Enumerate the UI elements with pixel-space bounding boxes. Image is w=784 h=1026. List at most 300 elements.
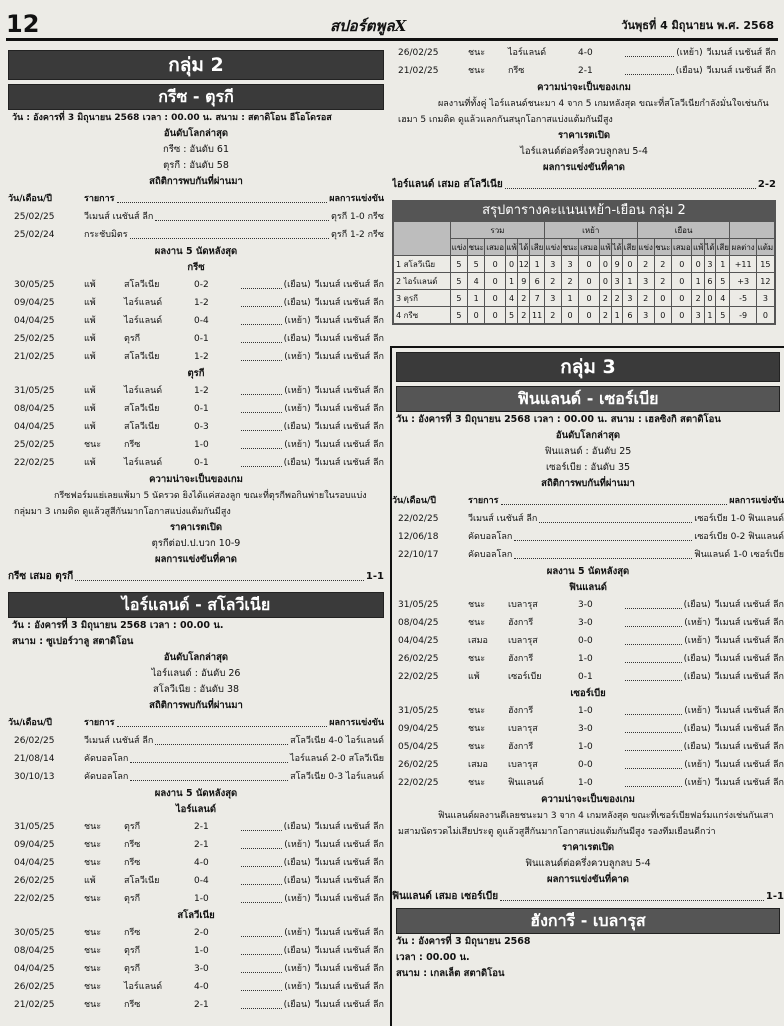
form-row (8, 330, 384, 348)
score: 1-0 (578, 778, 593, 788)
score: 0-2 (194, 280, 209, 290)
venue: (เยือน) (675, 66, 703, 76)
match-title-hungary-belarus: ฮังการี - เบลารุส (396, 908, 780, 934)
blank-cell (730, 222, 775, 239)
match-date: 25/02/25 (14, 212, 55, 222)
col-date-header: วัน/เดือน/ปี (8, 718, 52, 728)
stat-cell: 7 (530, 290, 544, 307)
form-row (8, 436, 384, 454)
form-row (8, 454, 384, 472)
match-date: 04/04/25 (14, 316, 55, 326)
competition: วีเมนส์ เนชันส์ ลีก (714, 724, 784, 734)
stat-cell: 2 (544, 273, 561, 290)
team-cell: 3 ตุรกี (394, 290, 451, 307)
leader-dots (625, 632, 682, 645)
match-date: 09/04/25 (14, 840, 55, 850)
match-date: 04/04/25 (14, 422, 55, 432)
stat-cell: 3 (692, 307, 704, 324)
competition: วีเมนส์ เนชันส์ ลีก (714, 742, 784, 752)
match-result: ไอร์แลนด์ 2-0 สโลวีเนีย (290, 754, 384, 764)
opponent: สโลวีเนีย (124, 280, 160, 290)
match-outcome: ชนะ (84, 894, 102, 904)
venue: (เยือน) (283, 858, 311, 868)
match-date: 25/02/25 (14, 334, 55, 344)
form-row (8, 978, 384, 996)
competition: วีเมนส์ เนชันส์ ลีก (314, 440, 384, 450)
form-row (8, 960, 384, 978)
match-outcome: เสมอ (468, 760, 488, 770)
h2h-row (392, 528, 784, 546)
match-outcome: ชนะ (468, 48, 486, 58)
match-outcome: แพ้ (84, 298, 96, 308)
prediction-heading: ผลการแข่งขันที่คาด (547, 874, 629, 885)
competition: วีเมนส์ เนชันส์ ลีก (314, 386, 384, 396)
form-row (8, 996, 384, 1014)
leader-dots (241, 942, 282, 955)
form-row (8, 400, 384, 418)
stat-cell: 1 (692, 273, 704, 290)
form-row (392, 668, 784, 686)
score: 3-0 (578, 600, 593, 610)
stat-cell: 2 (518, 290, 530, 307)
opponent: ตุรกี (124, 822, 141, 832)
competition: วีเมนส์ เนชันส์ ลีก (314, 858, 384, 868)
venue: (เยือน) (283, 334, 311, 344)
stat-cell: 3 (561, 256, 579, 273)
opponent: ตุรกี (124, 946, 141, 956)
stat-cell: 0 (672, 273, 692, 290)
page-header (0, 0, 784, 46)
match-info: วัน : อังคารที่ 3 มิถุนายน 2568 เวลา : 00.00 น. (12, 620, 224, 631)
score: 4-0 (578, 48, 593, 58)
competition: วีเมนส์ เนชันส์ ลีก (714, 706, 784, 716)
stat-cell: 0 (672, 290, 692, 307)
leader-dots (241, 348, 282, 361)
opponent: ไอร์แลนด์ (124, 386, 163, 396)
match-result: เซอร์เบีย 1-0 ฟินแลนด์ (694, 514, 784, 524)
prediction-heading: ผลการแข่งขันที่คาด (543, 162, 625, 173)
match-outcome: ชนะ (468, 66, 486, 76)
leader-dots (539, 510, 692, 523)
match-venue: สนาม : เกลเล็ต สตาดิโอน (396, 968, 505, 979)
opponent: สโลวีเนีย (124, 352, 160, 362)
match-date: 04/04/25 (14, 964, 55, 974)
standings-row (394, 273, 775, 290)
opponent: ตุรกี (124, 334, 141, 344)
col-date-header: วัน/เดือน/ปี (8, 194, 52, 204)
form-row (392, 702, 784, 720)
match-outcome: แพ้ (84, 316, 96, 326)
score: 2-1 (194, 840, 209, 850)
match-date: 04/04/25 (14, 858, 55, 868)
venue: (เหย้า) (284, 386, 311, 396)
possibility-text: ฟินแลนด์ผลงานดีเลยชนะมา 3 จาก 4 เกมหลังสุด ขณะที่เซอร์เบียฟอร์มแกร่งเช่นกันเสามสามนัดรวดไม่เสียประตู ดูแล้วสูสีกันมากโอกาสแบ่งแต้มกันมีสูง รองทีมเยือนดีกว่า (398, 811, 774, 837)
venue: (เหย้า) (684, 760, 711, 770)
prediction-score: 2-2 (757, 179, 776, 190)
standings-row (394, 307, 775, 324)
match-result: สโลวีเนีย 4-0 ไอร์แลนด์ (290, 736, 384, 746)
score: 1-0 (194, 894, 209, 904)
stat-cell: 3 (704, 256, 715, 273)
form-heading: ผลงาน 5 นัดหลังสุด (154, 246, 238, 257)
stat-cell: 6 (704, 273, 715, 290)
score: 2-1 (194, 1000, 209, 1010)
score: 2-1 (194, 822, 209, 832)
match-date: 09/04/25 (398, 724, 439, 734)
match-date: 22/10/17 (398, 550, 439, 560)
match-result: ฟินแลนด์ 1-0 เซอร์เบีย (694, 550, 784, 560)
stat-cell: 3 (612, 273, 623, 290)
match-date: 31/05/25 (398, 600, 439, 610)
goal-diff-cell: +11 (730, 256, 756, 273)
leader-dots (155, 732, 288, 745)
competition: วีเมนส์ เนชันส์ ลีก (706, 66, 776, 76)
match-date: 25/02/25 (14, 440, 55, 450)
form-row (392, 44, 776, 62)
h2h-header-row (392, 492, 784, 510)
opponent: ฮังการี (508, 706, 534, 716)
match-date: 26/02/25 (398, 48, 439, 58)
form-row (8, 312, 384, 330)
score: 1-0 (578, 706, 593, 716)
opponent: ไอร์แลนด์ (124, 982, 163, 992)
venue: (เหย้า) (684, 706, 711, 716)
competition: วีเมนส์ เนชันส์ ลีก (314, 928, 384, 938)
stat-cell: 0 (485, 273, 505, 290)
odds-text: ตุรกีต่อป.ป.บวก 10-9 (151, 538, 241, 549)
stat-cell: 3 (637, 273, 654, 290)
score: 0-1 (194, 334, 209, 344)
right-column-top (392, 44, 776, 344)
match-date: 31/05/25 (398, 706, 439, 716)
score: 3-0 (578, 618, 593, 628)
competition: วีเมนส์ เนชันส์ ลีก (314, 298, 384, 308)
prediction-score: 1-1 (365, 571, 384, 582)
score: 1-0 (578, 654, 593, 664)
competition: วีเมนส์ เนชันส์ ลีก (714, 672, 784, 682)
odds-heading: ราคาเรตเปิด (557, 130, 611, 141)
competition: คัดบอลโลก (84, 754, 129, 764)
venue: (เยือน) (283, 822, 311, 832)
issue-date: วันพุธที่ 4 มิถุนายน พ.ศ. 2568 (621, 19, 774, 32)
stat-cell: 5 (451, 307, 468, 324)
form-row (8, 924, 384, 942)
match-date: 26/02/25 (14, 736, 55, 746)
match-date: 30/05/25 (14, 928, 55, 938)
stat-cell: 2 (612, 290, 623, 307)
stat-cell: 2 (637, 256, 654, 273)
stat-cell: 6 (623, 307, 637, 324)
match-date: 21/02/25 (14, 352, 55, 362)
stat-cell: 2 (544, 307, 561, 324)
leader-dots (241, 978, 282, 991)
stat-cell: 0 (672, 307, 692, 324)
form-row (392, 720, 784, 738)
opponent: สโลวีเนีย (124, 876, 160, 886)
group-header: เยือน (637, 222, 730, 239)
score: 1-0 (578, 742, 593, 752)
leader-dots (130, 226, 329, 239)
venue: (เยือน) (283, 422, 311, 432)
group2-title: กลุ่ม 2 (8, 50, 384, 80)
match-date: 08/04/25 (398, 618, 439, 628)
stat-cell: 2 (637, 290, 654, 307)
competition: วีเมนส์ เนชันส์ ลีก (714, 636, 784, 646)
leader-dots (625, 720, 682, 733)
sub-header: เสมอ (579, 239, 599, 256)
h2h-heading: สถิติการพบกันที่ผ่านมา (149, 176, 243, 187)
leader-dots (130, 750, 288, 763)
stat-cell: 2 (599, 307, 611, 324)
form-row (392, 62, 776, 80)
venue: (เยือน) (283, 298, 311, 308)
sub-header: แข่ง (544, 239, 561, 256)
sub-header: เสมอ (672, 239, 692, 256)
group-header: เหย้า (544, 222, 637, 239)
rank-line: ตุรกี : อันดับ 58 (163, 160, 229, 171)
venue: (เยือน) (683, 742, 711, 752)
rank-line: ฟินแลนด์ : อันดับ 25 (544, 446, 632, 457)
stat-cell: 0 (599, 256, 611, 273)
stat-cell: 0 (654, 307, 672, 324)
stat-cell: 5 (467, 256, 485, 273)
match-date: 12/06/18 (398, 532, 439, 542)
leader-dots (514, 528, 692, 541)
stat-cell: 0 (599, 273, 611, 290)
competition: วีเมนส์ เนชันส์ ลีก (714, 778, 784, 788)
match-date: 22/02/25 (398, 514, 439, 524)
opponent: ไอร์แลนด์ (508, 48, 547, 58)
match-outcome: ชนะ (84, 982, 102, 992)
match-date: 30/10/13 (14, 772, 55, 782)
goal-diff-cell: -9 (730, 307, 756, 324)
prediction-text: กรีซ เสมอ ตุรกี (8, 571, 74, 582)
standings-row (394, 256, 775, 273)
sub-header: ชนะ (654, 239, 672, 256)
sub-header: ได้ (704, 239, 715, 256)
venue: (เหย้า) (684, 636, 711, 646)
match-date: 26/02/25 (14, 876, 55, 886)
points-cell: 15 (756, 256, 774, 273)
team-cell: 2 ไอร์แลนด์ (394, 273, 451, 290)
opponent: ฮังการี (508, 742, 534, 752)
form-row (392, 756, 784, 774)
leader-dots (130, 768, 288, 781)
match-date: 08/04/25 (14, 946, 55, 956)
prediction-row (8, 568, 384, 586)
stat-cell: 12 (518, 256, 530, 273)
score: 3-0 (194, 964, 209, 974)
match-outcome: ชนะ (84, 840, 102, 850)
form-row (8, 294, 384, 312)
left-column (8, 50, 384, 1024)
leader-dots (625, 738, 682, 751)
form-heading: ผลงาน 5 นัดหลังสุด (154, 788, 238, 799)
stat-cell: 0 (485, 256, 505, 273)
h2h-row (8, 226, 384, 244)
match-outcome: ชนะ (468, 600, 486, 610)
stat-cell: 1 (704, 307, 715, 324)
form-row (8, 890, 384, 908)
match-outcome: ชนะ (468, 724, 486, 734)
sub-header: แพ้ (692, 239, 704, 256)
stat-cell: 3 (544, 256, 561, 273)
form-row (392, 650, 784, 668)
stat-cell: 2 (654, 256, 672, 273)
points-cell: 3 (756, 290, 774, 307)
competition: วีเมนส์ เนชันส์ ลีก (714, 618, 784, 628)
rank-heading: อันดับโลกล่าสุด (555, 430, 621, 441)
match-outcome: แพ้ (84, 352, 96, 362)
opponent: ไอร์แลนด์ (124, 298, 163, 308)
competition: วีเมนส์ เนชันส์ ลีก (314, 334, 384, 344)
competition: วีเมนส์ เนชันส์ ลีก (714, 600, 784, 610)
leader-dots (241, 454, 282, 467)
form-row (8, 836, 384, 854)
match-outcome: ชนะ (84, 822, 102, 832)
score: 0-3 (194, 422, 209, 432)
form-row (392, 614, 784, 632)
col-comp-header: รายการ (84, 718, 115, 728)
prediction-text: ไอร์แลนด์ เสมอ สโลวีเนีย (392, 179, 503, 190)
venue: (เหย้า) (284, 352, 311, 362)
venue: (เยือน) (283, 876, 311, 886)
match-outcome: แพ้ (84, 386, 96, 396)
rank-heading: อันดับโลกล่าสุด (163, 128, 229, 139)
team-cell: 1 สโลวีเนีย (394, 256, 451, 273)
sub-header: เสมอ (485, 239, 505, 256)
stat-cell: 9 (612, 256, 623, 273)
match-date: 22/02/25 (398, 672, 439, 682)
stat-cell: 1 (467, 290, 485, 307)
match-date: 31/05/25 (14, 822, 55, 832)
group3-frame (390, 346, 784, 1026)
venue: (เหย้า) (284, 928, 311, 938)
sub-header: เสีย (530, 239, 544, 256)
form-row (392, 596, 784, 614)
competition: วีเมนส์ เนชันส์ ลีก (706, 48, 776, 58)
match-date: 26/02/25 (14, 982, 55, 992)
score: 0-1 (194, 458, 209, 468)
match-title-greece-turkey: กรีซ - ตุรกี (8, 84, 384, 110)
header-rule (6, 38, 778, 41)
leader-dots (241, 996, 282, 1009)
leader-dots (241, 872, 282, 885)
opponent: กรีซ (124, 440, 141, 450)
stat-cell: 2 (692, 290, 704, 307)
match-info: วัน : อังคารที่ 3 มิถุนายน 2568 (396, 936, 531, 947)
team-name: ฟินแลนด์ (569, 582, 607, 593)
match-outcome: ชนะ (84, 440, 102, 450)
venue: (เยือน) (283, 280, 311, 290)
rank-line: กรีซ : อันดับ 61 (162, 144, 230, 155)
goal-diff-cell: -5 (730, 290, 756, 307)
opponent: ตุรกี (124, 964, 141, 974)
h2h-heading: สถิติการพบกันที่ผ่านมา (149, 700, 243, 711)
form-row (8, 276, 384, 294)
leader-dots (241, 836, 282, 849)
match-outcome: แพ้ (84, 458, 96, 468)
col-result-header: ผลการแข่งขัน (729, 496, 784, 506)
competition: วีเมนส์ เนชันส์ ลีก (714, 760, 784, 770)
match-date: 22/02/25 (398, 778, 439, 788)
venue: (เยือน) (683, 672, 711, 682)
stat-cell: 4 (716, 290, 730, 307)
match-outcome: แพ้ (468, 672, 480, 682)
leader-dots (625, 668, 682, 681)
h2h-row (8, 768, 384, 786)
competition: วีเมนส์ เนชันส์ ลีก (314, 894, 384, 904)
opponent: ตุรกี (124, 894, 141, 904)
match-outcome: แพ้ (84, 280, 96, 290)
score: 2-1 (578, 66, 593, 76)
score: 0-1 (578, 672, 593, 682)
score: 4-0 (194, 982, 209, 992)
score: 0-4 (194, 876, 209, 886)
col-comp-header: รายการ (84, 194, 115, 204)
venue: (เยือน) (683, 724, 711, 734)
stat-cell: 0 (579, 273, 599, 290)
venue: (เหย้า) (684, 618, 711, 628)
standings-title: สรุปตารางคะแนนเหย้า-เยือน กลุ่ม 2 (393, 201, 775, 221)
h2h-row (8, 732, 384, 750)
competition: วีเมนส์ เนชันส์ ลีก (314, 1000, 384, 1010)
odds-text: ฟินแลนด์ต่อครึ่งควบลูกลบ 5-4 (525, 858, 651, 869)
opponent: สโลวีเนีย (124, 404, 160, 414)
standings-row (394, 290, 775, 307)
stat-cell: 1 (561, 290, 579, 307)
blank-cell (394, 222, 451, 256)
venue: (เหย้า) (284, 316, 311, 326)
venue: (เหย้า) (684, 778, 711, 788)
score: 1-2 (194, 298, 209, 308)
match-date: 21/02/25 (398, 66, 439, 76)
match-outcome: แพ้ (84, 404, 96, 414)
stat-cell: 11 (530, 307, 544, 324)
rank-line: เซอร์เบีย : อันดับ 35 (545, 462, 631, 473)
leader-dots (241, 854, 282, 867)
opponent: เบลารุส (508, 760, 538, 770)
col-date-header: วัน/เดือน/ปี (392, 496, 436, 506)
newspaper-logo: สปอร์ตพูลX (330, 17, 407, 35)
stat-cell: 2 (654, 273, 672, 290)
stat-cell: 1 (623, 273, 637, 290)
stat-cell: 0 (467, 307, 485, 324)
competition: วีเมนส์ เนชันส์ ลีก (314, 422, 384, 432)
leader-dots (625, 44, 674, 57)
match-date: 31/05/25 (14, 386, 55, 396)
stat-cell: 2 (561, 273, 579, 290)
possibility-text: ผลงานที่ทั้งคู่ ไอร์แลนด์ชนะมา 4 จาก 5 เกมหลังสุด ขณะที่สโลวีเนียกำลังมั่นใจเช่นกันเฮมา 5 เกมติด ดูแล้วแลกกันสนุกโอกาสแบ่งแต้มกันมีสูง (398, 99, 769, 125)
sub-header: เสีย (623, 239, 637, 256)
venue: (เหย้า) (284, 440, 311, 450)
stat-cell: 3 (544, 290, 561, 307)
leader-dots (514, 546, 692, 559)
h2h-row (8, 750, 384, 768)
form-row (8, 418, 384, 436)
match-outcome: ชนะ (84, 858, 102, 868)
venue: (เหย้า) (284, 840, 311, 850)
match-date: 21/02/25 (14, 1000, 55, 1010)
match-date: 05/04/25 (398, 742, 439, 752)
stat-cell: 5 (451, 256, 468, 273)
opponent: กรีซ (124, 1000, 141, 1010)
form-row (8, 348, 384, 366)
sub-header: ได้ (518, 239, 530, 256)
match-date: 26/02/25 (398, 760, 439, 770)
competition: วีเมนส์ เนชันส์ ลีก (314, 964, 384, 974)
score: 0-0 (578, 636, 593, 646)
